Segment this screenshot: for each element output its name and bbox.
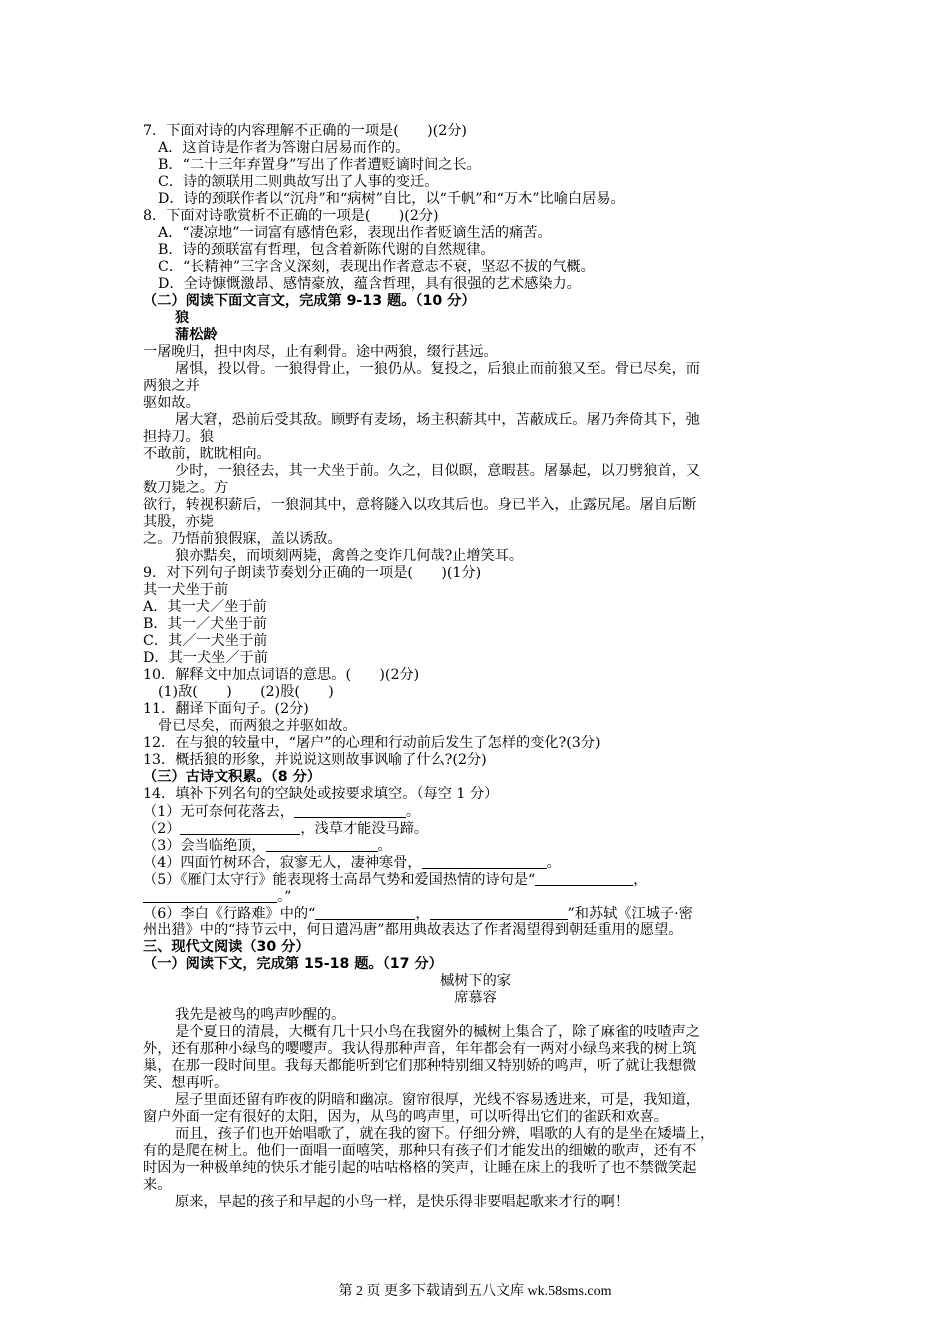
q9-option-a: A．其一犬／坐于前 — [143, 599, 267, 615]
q8-option-c: C．“长精神”三字含义深刻，表现出作者意志不衰，坚忍不拔的气概。 — [158, 259, 595, 275]
article-p3a: 屋子里面还留有昨夜的阴暗和幽凉。窗帘很厚，光线不容易透进来，可是，我知道， — [175, 1092, 700, 1108]
q8-stem: 8．下面对诗歌赏析不正确的一项是( )(2分) — [143, 208, 439, 224]
answer-blank — [535, 871, 633, 886]
wolf-p4b: 数刀毙之。方 — [143, 480, 229, 496]
answer-blank — [143, 888, 277, 903]
q14-line3-end: 。 — [377, 838, 392, 854]
q7-option-d: D．诗的颈联作者以“沉舟”和“病树”自比，以“千帆”和“万木”比喻白居易。 — [158, 191, 625, 207]
q7-option-c: C．诗的颔联用二则典故写出了人事的变迁。 — [158, 174, 439, 190]
wolf-p4d: 其股，亦毙 — [143, 514, 214, 530]
q14-line6 — [143, 905, 808, 923]
q9-stem: 9．对下列句子朗读节奏划分正确的一项是( )(1分) — [143, 565, 482, 581]
q14-line1 — [143, 803, 808, 821]
section3-heading: （三）古诗文积累。（8 分） — [143, 769, 321, 785]
q14-stem: 14．填补下列名句的空缺处或按要求填空。（每空 1 分） — [143, 786, 499, 802]
q7-option-b: B．“二十三年弃置身”写出了作者遭贬谪时间之长。 — [158, 157, 481, 173]
q8-option-a: A．“凄凉地”一词富有感情色彩，表现出作者贬谪生活的痛苦。 — [158, 225, 552, 241]
article-p5: 原来，早起的孩子和早起的小鸟一样，是快乐得非要唱起歌来才行的啊！ — [175, 1194, 630, 1210]
q14-line4-text: （4）四面竹树环合，寂寥无人，凄神寒骨， — [143, 855, 422, 871]
q14-line3-text: （3）会当临绝顶， — [143, 838, 266, 854]
q14-line3 — [143, 837, 808, 855]
article-author: 席慕容 — [454, 990, 497, 1006]
q8-option-d: D．全诗慷慨激昂、感情豪放，蕴含哲理，具有很强的艺术感染力。 — [158, 276, 581, 292]
section2-heading: （二）阅读下面文言文，完成第 9-13 题。（10 分） — [143, 293, 476, 309]
wolf-p3b: 担持刀。狼 — [143, 429, 214, 445]
q13-stem: 13．概括狼的形象，并说说这则故事讽喻了什么?(2分) — [143, 752, 487, 768]
article-p2b: 外，还有那种小绿鸟的嘤嘤声。我认得那种声音，年年都会有一两对小绿鸟来我的树上筑 — [143, 1041, 697, 1057]
q7-stem: 7．下面对诗的内容理解不正确的一项是( )(2分) — [143, 123, 467, 139]
q10-items: (1)敌( ) (2)股( ) — [158, 684, 334, 700]
q14-line6-mid: ”和苏轼《江城子·密 — [567, 906, 693, 922]
wolf-p4c: 欲行，转视积薪后，一狼洞其中，意将隧入以攻其后也。身已半入，止露尻尾。屠自后断 — [143, 497, 697, 513]
article-p1: 我先是被鸟的鸣声吵醒的。 — [175, 1007, 346, 1023]
wolf-p2a: 屠惧，投以骨。一狼得骨止，一狼仍从。复投之，后狼止而前狼又至。骨已尽矣，而 — [175, 361, 700, 377]
answer-blank — [422, 854, 547, 869]
q14-line5 — [143, 871, 808, 889]
answer-blank — [266, 837, 378, 852]
q14-line1-end: 。 — [405, 804, 421, 820]
q9-option-b: B．其一／犬坐于前 — [143, 616, 267, 632]
wolf-p2c: 驱如故。 — [143, 395, 200, 411]
q14-line6-cont: 州出猎》中的“持节云中，何日遣冯唐”都用典故表达了作者渴望得到朝廷重用的愿望。 — [143, 922, 683, 938]
part3-subheading: （一）阅读下文，完成第 15-18 题。（17 分） — [143, 956, 443, 972]
wolf-p4a: 少时，一狼径去，其一犬坐于前。久之，目似瞑，意暇甚。屠暴起，以刀劈狼首，又 — [175, 463, 700, 479]
wolf-p2b: 两狼之并 — [143, 378, 200, 394]
page-footer: 第 2 页 更多下载请到五八文库 wk.58sms.com — [338, 1284, 612, 1299]
q14-line2-end: ，浅草才能没马蹄。 — [300, 821, 429, 837]
q9-sentence: 其一犬坐于前 — [143, 582, 229, 598]
article-p4b: 有的是爬在树上。他们一面唱一面嘻笑，那种只有孩子们才能发出的细嫩的歌声，还有不 — [143, 1143, 697, 1159]
q14-line6-text: （6）李白《行路难》中的“ — [143, 906, 316, 922]
q14-line4-end: 。 — [546, 855, 561, 871]
wolf-p3c: 不敢前，眈眈相向。 — [143, 446, 271, 462]
q12-stem: 12．在与狼的较量中，“屠户”的心理和行动前后发生了怎样的变化?(3分) — [143, 735, 601, 751]
q14-line4 — [143, 854, 808, 872]
q14-line5-end: 。” — [277, 889, 292, 905]
wolf-p1: 一屠晚归，担中肉尽，止有剩骨。途中两狼，缀行甚远。 — [143, 344, 498, 360]
article-p2c: 巢，在那一段时间里。我每天都能听到它们那种特别细又特别娇的鸣声，听了就让我想微 — [143, 1058, 697, 1074]
article-p4d: 来。 — [143, 1177, 172, 1193]
q7-option-a: A．这首诗是作者为答谢白居易而作的。 — [158, 140, 410, 156]
q14-line5-text: （5）《雁门太守行》能表现将士高昂气势和爱国热情的诗句是“ — [143, 872, 536, 888]
wolf-title: 狼 — [175, 310, 190, 326]
article-p2d: 笑、想再听。 — [143, 1075, 229, 1091]
q14-line6-comma: ， — [415, 906, 430, 922]
q14-line5-comma: ， — [633, 872, 648, 888]
article-p4c: 时因为一种极单纯的快乐才能引起的咕咕格格的笑声，让睡在床上的我听了也不禁微笑起 — [143, 1160, 697, 1176]
q14-line1-text: （1）无可奈何花落去， — [143, 804, 294, 820]
article-title: 槭树下的家 — [440, 973, 511, 989]
q11-stem: 11．翻译下面句子。(2分) — [143, 701, 309, 717]
article-p2a: 是个夏日的清晨，大概有几十只小鸟在我窗外的槭树上集合了，除了麻雀的吱喳声之 — [175, 1024, 700, 1040]
answer-blank — [430, 905, 568, 920]
wolf-p5: 狼亦黠矣，而顷刻两毙，禽兽之变诈几何哉?止增笑耳。 — [175, 548, 524, 564]
answer-blank — [294, 803, 406, 818]
wolf-p3a: 屠大窘，恐前后受其敌。顾野有麦场，场主积薪其中，苫蔽成丘。屠乃奔倚其下，弛 — [175, 412, 700, 428]
q14-line2-text: （2） — [143, 821, 181, 837]
q11-sentence: 骨已尽矣，而两狼之并驱如故。 — [158, 718, 357, 734]
q10-stem: 10．解释文中加点词语的意思。( )(2分) — [143, 667, 420, 683]
q14-line2 — [143, 820, 808, 838]
wolf-p4e: 之。乃悟前狼假寐，盖以诱敌。 — [143, 531, 342, 547]
q8-option-b: B．诗的颈联富有哲理，包含着新陈代谢的自然规律。 — [158, 242, 495, 258]
article-p3b: 窗户外面一定有很好的太阳，因为，从鸟的鸣声里，可以听得出它们的雀跃和欢喜。 — [143, 1109, 668, 1125]
q9-option-c: C．其／一犬坐于前 — [143, 633, 268, 649]
q9-option-d: D．其一犬坐／于前 — [143, 650, 268, 666]
answer-blank — [180, 820, 300, 835]
article-p4a: 而且，孩子们也开始唱歌了，就在我的窗下。仔细分辨，唱歌的人有的是坐在矮墙上， — [175, 1126, 715, 1142]
part3-heading: 三、现代文阅读（30 分） — [143, 939, 310, 955]
wolf-author: 蒲松龄 — [175, 327, 218, 343]
answer-blank — [315, 905, 415, 920]
q14-line5-cont — [143, 888, 808, 906]
